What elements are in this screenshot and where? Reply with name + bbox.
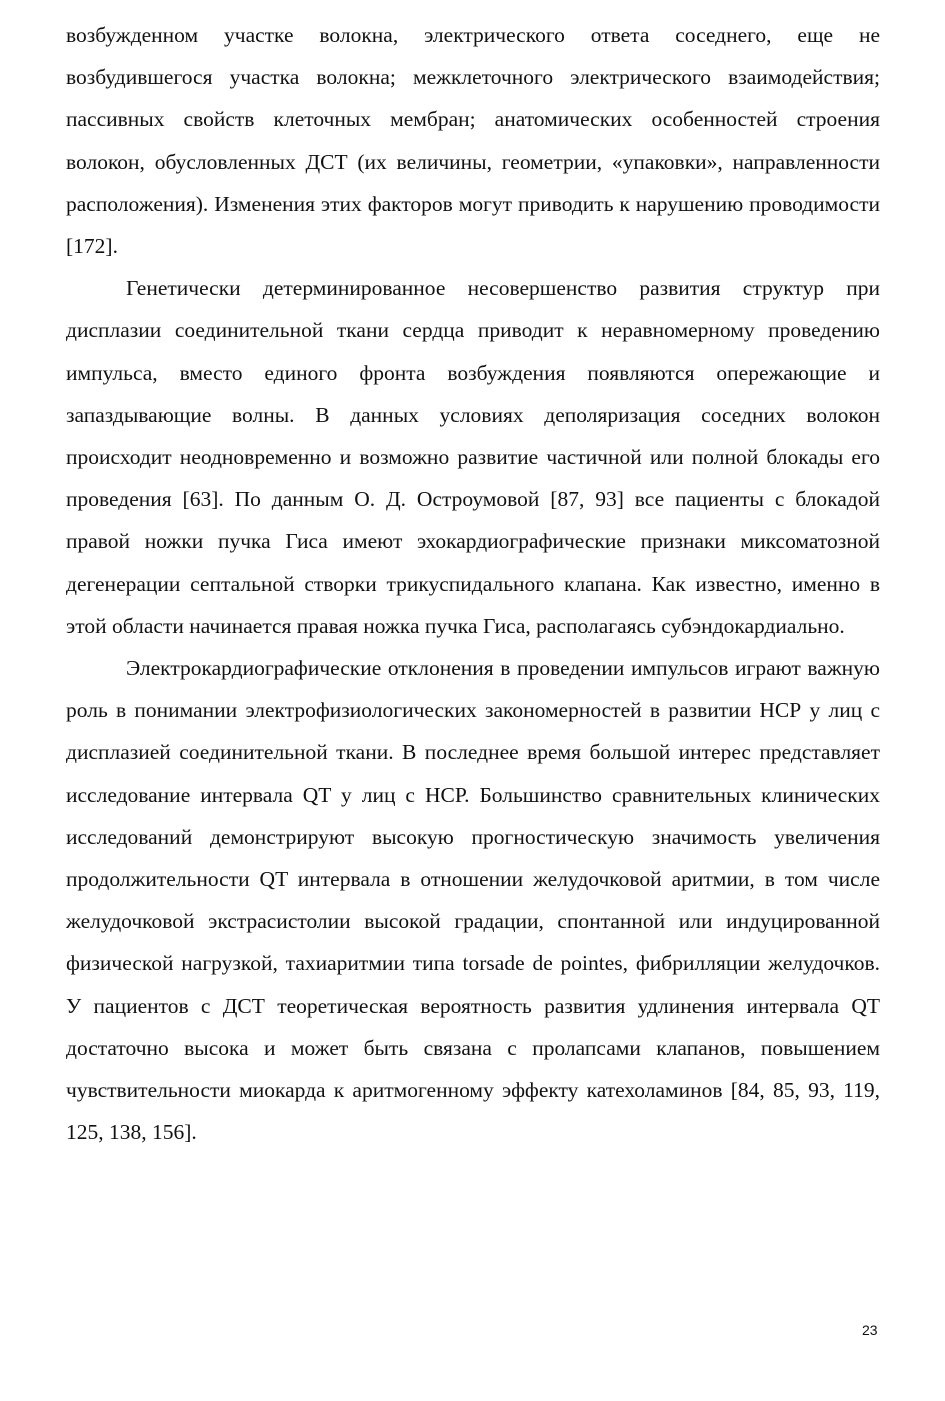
body-text	[66, 14, 880, 1153]
page-number: 23	[862, 1322, 878, 1338]
paragraph-2: Генетически детерминированное несовершенство развития структур при дисплазии соединительной ткани сердца приводит к неравномерному проведению импульса, вместо единого фронта возбуждения появляются опережающие и запаздывающие волны. В данных условиях деполяризация соседних волокон происходит неодновременно и возможно развитие частичной или полной блокады его проведения [63]. По данным О. Д. Остроумовой [87, 93] все пациенты с блокадой правой ножки пучка Гиса имеют эхокардиографические признаки миксоматозной дегенерации септальной створки трикуспидального клапана. Как известно, именно в этой области начинается правая ножка пучка Гиса, располагаясь субэндокардиально.	[66, 276, 880, 638]
paragraph-3: Электрокардиографические отклонения в проведении импульсов играют важную роль в понимании электрофизиологических закономерностей в развитии НСР у лиц с дисплазией соединительной ткани. В последнее время большой интерес представляет исследование интервала QT у лиц с НСР. Большинство сравнительных клинических исследований демонстрируют высокую прогностическую значимость увеличения продолжительности QT интервала в отношении желудочковой аритмии, в том числе желудочковой экстрасистолии высокой градации, спонтанной или индуцированной физической нагрузкой, тахиаритмии типа torsade de pointes, фибрилляции желудочков. У пациентов с ДСТ теоретическая вероятность развития удлинения интервала QT достаточно высока и может быть связана с пролапсами клапанов, повышением чувствительности миокарда к аритмогенному эффекту катехоламинов [84, 85, 93, 119, 125, 138, 156].	[66, 656, 880, 1145]
paragraph-1: возбужденном участке волокна, электрического ответа соседнего, еще не возбудившегося участка волокна; межклеточного электрического взаимодействия; пассивных свойств клеточных мембран; анатомических особенностей строения волокон, обусловленных ДСТ (их величины, геометрии, «упаковки», направленности расположения). Изменения этих факторов могут приводить к нарушению проводимости [172].	[66, 23, 880, 259]
